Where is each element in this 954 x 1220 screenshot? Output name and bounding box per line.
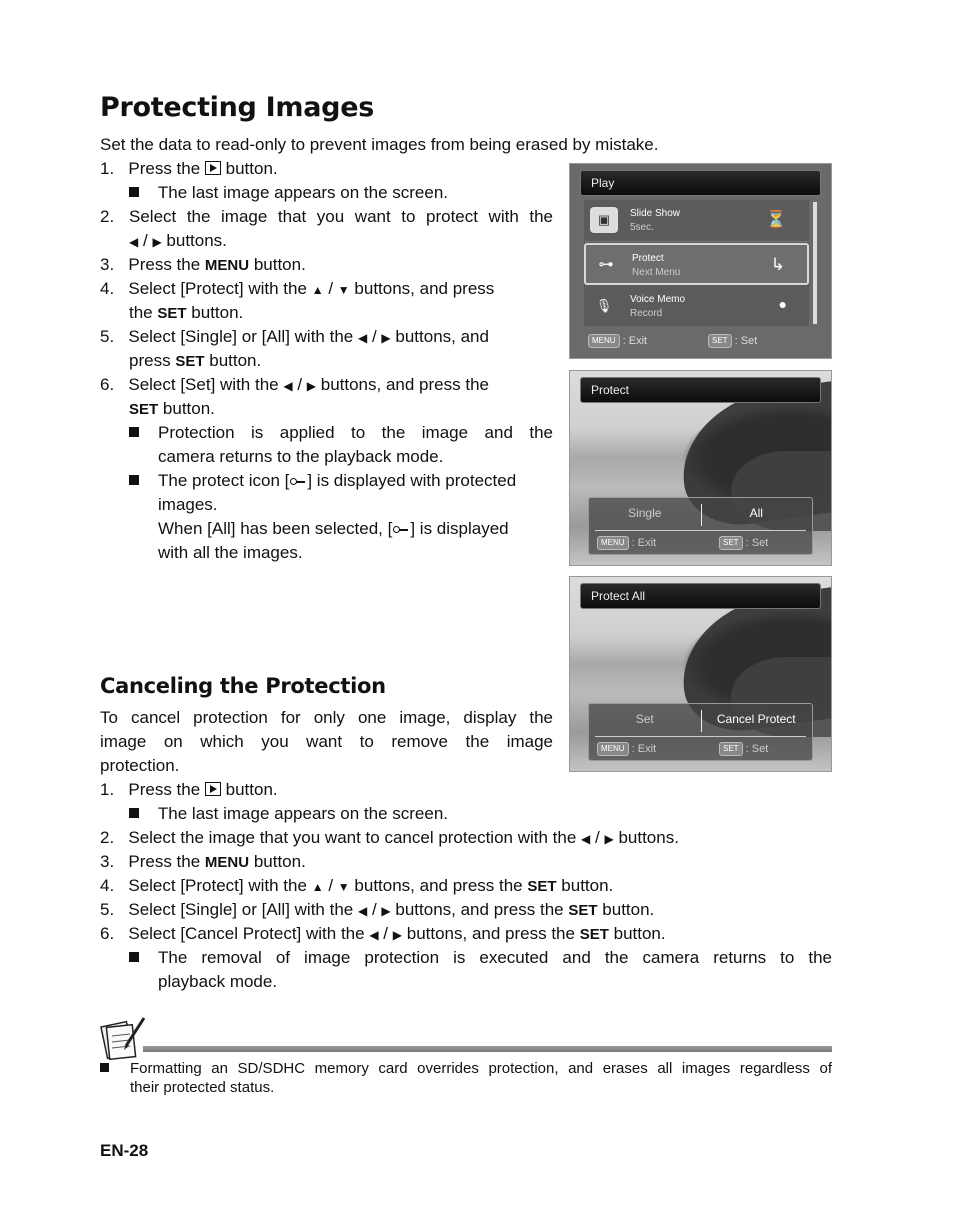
left-arrow-icon: ◀ — [357, 904, 368, 918]
intro-text: Set the data to read-only to prevent images from being erased by mistake. — [100, 135, 659, 154]
right-arrow-icon: ▶ — [381, 904, 391, 918]
screen-title: Play — [580, 170, 821, 196]
step-6-bullet-2: The protect icon [ ] is displayed with protected — [158, 471, 517, 490]
step-6-cont: SET button. — [129, 399, 215, 418]
option-box — [588, 703, 813, 761]
bullet-icon-wrap — [129, 469, 139, 493]
option-single[interactable]: Single — [628, 506, 662, 520]
protect-all-screen — [569, 576, 832, 772]
section-title: Canceling the Protection — [100, 674, 386, 698]
set-key-badge: SET — [719, 536, 743, 550]
cancel-step-4: 4. Select [Protect] with the ▲ / ▼ buttons, and press the SET button. — [100, 876, 614, 895]
note-line-1: Formatting an SD/SDHC memory card overrides protection, and erases all images regardless of — [130, 1060, 832, 1077]
cancel-step-5: 5. Select [Single] or [All] with the ◀ / ▶ buttons, and press the SET button. — [100, 900, 655, 919]
menu-item-value: Record — [630, 308, 663, 319]
menu-item-label: Voice Memo — [630, 294, 686, 305]
step-1-bullet: The last image appears on the screen. — [129, 181, 448, 205]
divider — [595, 530, 806, 531]
step-5: 5. Select [Single] or [All] with the ◀ / ▶ buttons, and — [100, 327, 489, 346]
menu-item-protect[interactable] — [584, 243, 809, 285]
bullet-icon-wrap — [129, 946, 139, 970]
cancel-intro-3: protection. — [100, 756, 180, 775]
left-arrow-icon: ◀ — [357, 331, 368, 345]
note-divider — [143, 1046, 832, 1052]
bullet-icon — [129, 808, 139, 818]
bullet-icon-wrap — [129, 421, 139, 445]
left-arrow-icon: ◀ — [283, 379, 293, 393]
cancel-step-6-bullet: The removal of image protection is executed and the camera returns to the — [158, 948, 832, 967]
menu-item-label: Protect — [632, 253, 664, 264]
right-arrow-icon: ▶ — [381, 331, 391, 345]
record-icon: ● — [778, 296, 787, 312]
set-key-badge: SET — [719, 742, 743, 756]
protect-screen — [569, 370, 832, 566]
right-arrow-icon: ▶ — [306, 379, 317, 393]
up-arrow-icon: ▲ — [311, 283, 324, 297]
page-number: EN-28 — [100, 1141, 149, 1160]
right-arrow-icon: ▶ — [152, 235, 162, 249]
step-4-cont: the SET button. — [129, 303, 244, 322]
cancel-step-6-bullet-cont: playback mode. — [158, 972, 278, 991]
option-set[interactable]: Set — [635, 712, 654, 726]
up-arrow-icon: ▲ — [311, 880, 324, 894]
step-2-number: 2. — [100, 207, 115, 226]
step-4: 4. Select [Protect] with the ▲ / ▼ buttons, and press — [100, 279, 495, 298]
cancel-step-3: 3. Press the MENU button. — [100, 852, 306, 871]
note-line-2: their protected status. — [130, 1079, 275, 1096]
page-title: Protecting Images — [100, 92, 374, 123]
menu-item-value: Next Menu — [632, 267, 681, 278]
step-2-cont: ◀ / ▶ buttons. — [129, 231, 227, 250]
microphone-icon: 🎙 — [595, 298, 613, 313]
bullet-icon — [129, 427, 139, 437]
screen-title: Protect All — [580, 583, 821, 609]
scrollbar[interactable] — [813, 202, 817, 324]
step-5-cont: press SET button. — [129, 351, 262, 370]
note-icon — [100, 1014, 148, 1062]
play-icon — [205, 161, 221, 175]
step-6-bullet-2-cont: images. — [158, 495, 218, 514]
bullet-icon — [129, 952, 139, 962]
right-arrow-icon: ▶ — [392, 928, 402, 942]
cancel-step-6: 6. Select [Cancel Protect] with the ◀ / ▶ buttons, and press the SET button. — [100, 924, 666, 943]
step-6-bullet-1-cont: camera returns to the playback mode. — [158, 447, 444, 466]
option-box — [588, 497, 813, 555]
menu-item-value: 5sec. — [630, 222, 654, 233]
menu-key-badge: MENU — [588, 334, 620, 348]
cancel-intro-1: To cancel protection for only one image, display the — [100, 708, 553, 727]
step-2-text: Select the image that you want to protect with the — [129, 207, 553, 226]
down-arrow-icon: ▼ — [337, 880, 350, 894]
step-6-bullet-2-all-cont: with all the images. — [158, 543, 303, 562]
note-bullet — [100, 1059, 109, 1078]
screen-footer: MENU : Exit SET : Set — [588, 334, 813, 350]
cancel-intro-2: image on which you want to remove the image — [100, 732, 553, 751]
bullet-icon — [129, 475, 139, 485]
bullet-icon — [100, 1063, 109, 1072]
cancel-step-2: 2. Select the image that you want to cancel protection with the ◀ / ▶ buttons. — [100, 828, 679, 847]
down-arrow-icon: ▼ — [337, 283, 350, 297]
menu-item-slide-show[interactable] — [584, 200, 809, 242]
set-key-badge: SET — [708, 334, 732, 348]
bullet-icon — [129, 187, 139, 197]
step-6-bullet-2-all: When [All] has been selected, [ ] is displayed — [158, 519, 509, 538]
screen-title: Protect — [580, 377, 821, 403]
screen-footer: MENU : Exit SET : Set — [597, 536, 804, 550]
left-arrow-icon: ◀ — [369, 928, 379, 942]
cancel-step-1-bullet: The last image appears on the screen. — [129, 802, 448, 826]
menu-item-voice-memo[interactable] — [584, 286, 809, 328]
arrow-next-icon: ↳ — [770, 255, 785, 274]
play-menu-screen — [569, 163, 832, 359]
play-icon — [205, 782, 221, 796]
option-all[interactable]: All — [749, 506, 763, 520]
divider — [595, 736, 806, 737]
menu-item-label: Slide Show — [630, 208, 681, 219]
step-6: 6. Select [Set] with the ◀ / ▶ buttons, and press the — [100, 375, 489, 394]
left-arrow-icon: ◀ — [129, 235, 139, 249]
key-icon: ⊶ — [598, 256, 614, 273]
key-icon — [392, 524, 410, 534]
menu-list — [584, 200, 809, 326]
slideshow-time-icon: ⏳ — [765, 210, 787, 229]
cancel-step-1: 1. Press the button. — [100, 780, 278, 799]
menu-key-badge: MENU — [597, 536, 629, 550]
right-arrow-icon: ▶ — [604, 832, 614, 846]
screen-footer: MENU : Exit SET : Set — [597, 742, 804, 756]
key-icon — [289, 476, 307, 486]
menu-key-badge: MENU — [597, 742, 629, 756]
step-3: 3. Press the MENU button. — [100, 255, 306, 274]
step-1: 1. Press the button. — [100, 159, 278, 178]
slideshow-icon: ▣ — [590, 207, 618, 233]
step-6-bullet-1: Protection is applied to the image and the — [158, 423, 553, 442]
left-arrow-icon: ◀ — [581, 832, 591, 846]
option-cancel-protect[interactable]: Cancel Protect — [716, 712, 796, 726]
